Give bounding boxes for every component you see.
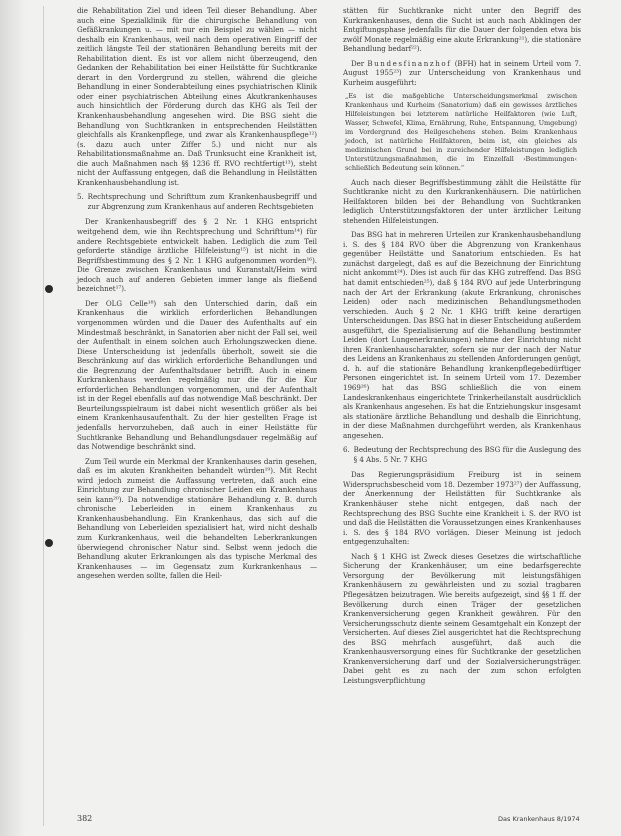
left-column	[77, 6, 317, 586]
fold-line	[43, 6, 44, 826]
paragraph: Der OLG Celle¹⁸) sah den Unterschied darin, daß ein Krankenhaus die wirklich erforderlichen Behandlungen vorgenommen würden und die Dauer des Aufenthalts auf ein Mindestmaß beschränkt, in Sanatorien aber nicht der Fall sei, weil der Aufenthalt in einem solchen auch Erholungszwecken diene. Diese Unterscheidung ist jedenfalls überholt, soweit sie die Beschränkung auf das wirklich erforderliche Behandlungen und die Begrenzung der Aufenthaltsdauer betrifft. Auch in einem Kurkrankenhaus werden regelmäßig nur die für die Kur erforderlichen Behandlungen vorgenommen, und der Aufenthalt ist in der Regel ebenfalls auf das notwendige Maß beschränkt. Der Beurteilungsspielraum ist dabei nicht wesentlich größer als bei einem Krankenhausaufenthalt. Zu der hier gestellten Frage ist jedenfalls hervorzuheben, daß auch in einer Heilstätte für Suchtkranke Behandlung und Behandlungsdauer regelmäßig auf das Notwendige beschränkt sind.	[77, 298, 317, 452]
paragraph-bfh	[343, 59, 581, 88]
paragraph: Das BSG hat in mehreren Urteilen zur Krankenhausbehandlung i. S. des § 184 RVO über die Abgrenzung von Krankenhaus gegenüber Heilstätte und Sanatorium entschieden. Es hat zunächst dargelegt, daß es auf die Bezeichnung der Einrichtung nicht ankommt²⁴). Dies ist auch für das KHG zutreffend. Das BSG hat damit entschieden²⁵), daß § 184 RVO auf jede Unterbringung nach der Art der Erkrankung (akute Erkrankung, chronisches Leiden) oder nach medizinischen Behandlungsmethoden verschieden. Auch § 2 Nr. 1 KHG trifft keine derartigen Unterscheidungen. Das BSG hat in dieser Entscheidung außerdem ausgeführt, die Spezialisierung auf die Behandlung bestimmter Leiden (dort Lungenerkrankungen) nehme der Einrichtung nicht ihren Krankenhauscharakter, sofern sie nur der nach der Natur des Leidens an Krankenhaus zu stellenden Anforderungen genügt, d. h. auf die stationäre Behandlung krankenpflegebedürftiger Personen eingerichtet ist. In seinem Urteil vom 17. Dezember 1969²⁶) hat das BSG schließlich die von einem Landeskrankenhaus eingerichtete Trinkerheilanstalt ausdrücklich als Krankenhaus angesehen. Es hat die Entziehungskur insgesamt als stationäre ärztliche Behandlung und deshalb die Einrichtung, in der diese Maßnahmen durchgeführt werden, als Krankenhaus angesehen.	[343, 230, 581, 440]
paragraph: Das Regierungspräsidium Freiburg ist in seinem Widerspruchsbescheid vom 18. Dezember 1973²⁷) der Auffassung, der Anerkennung der Heilstätten für Suchtkranke als Krankenhäuser stehe nicht entgegen, daß nach der Rechtsprechung des BSG Suchte eine Krankheit i. S. der RVO ist und daß die Heilstätten die Voraussetzungen eines Krankenhauses i. S. des § 184 RVO vorlägen. Dieser Meinung ist jedoch entgegenzuhalten:	[343, 470, 581, 547]
paragraph: Nach § 1 KHG ist Zweck dieses Gesetzes die wirtschaftliche Sicherung der Krankenhäuser, um eine bedarfsgerechte Versorgung der Bevölkerung mit leistungsfähigen Krankenhäusern zu gewährleisten und zu sozial tragbaren Pflegesätzen beizutragen. Wie bereits aufgezeigt, sind §§ 1 ff. der Bevölkerung durch einen Träger der gesetzlichen Krankenversicherung gegen Krankheit gewähren. Für den Versicherungsschutz diente seinem Gesamtgehalt ein Konzept der Versicherten. Auf dieses Ziel ausgerichtet hat die Rechtsprechung des BSG mehrfach ausgeführt, daß auch die Krankenhausversorgung eines für Suchtkranke der gesetzlichen Krankenversicherung darf und der Sozialversicherungsträger. Dabei geht es zu nach der zum schon erfolgten Leistungsverpflichtung	[343, 551, 581, 685]
binding-gutter	[0, 0, 26, 836]
section-heading-5	[77, 192, 317, 211]
block-quote: „Es ist die maßgebliche Unterscheidungsmerkmal zwischen Krankenhaus und Kurheim (Sanatorium) daß ein gewisses ärztliches Hilfeleistungen bei letzterem natürliche Heilfaktoren (wie Luft, Wasser, Schwefel, Klima, Ernährung, Ruhe, Entspannung, Umgebung) im Vordergrund des Heilgeschehens stehen. Beim Krankenhaus jedoch, ist natürliche Heilfaktoren, beim ist, ein gleiches als medizinischen Grund bei in zureichender Hilfeleistungen lediglich Unterstützungsmaßnahmen, die im Einzelfall ›Bestimmungen‹ schließlich Bedeutung sein können.“	[345, 92, 577, 172]
heading-number: 6.	[343, 445, 350, 455]
heading-number: 5.	[77, 192, 84, 202]
bfh-rest: (BFH) hat in seinem Urteil vom 7. August 1955²³) zur Unterscheidung von Krankenhaus und Kurheim ausgeführt:	[343, 58, 581, 87]
paragraph: die Rehabilitation Ziel und ideen Teil dieser Behandlung. Aber auch eine Spezialklinik für die chirurgische Behandlung von Gefäßkrankungen u. — mit nur ein Beispiel zu wählen — nicht deshalb ein Krankenhaus, weil nach dem operativen Eingriff der zeitlich längste Teil der stationären Behandlung bereits mit der Rehabilitation dient. Es ist vor allem nicht überzeugend, den Gedanken der Rehabilitation bei einer Heilstätte für Suchtkranke derart in den Vordergrund zu stellen, während die gleiche Behandlung in einer Sonderabteilung eines psychiatrischen Klinik oder einer psychiatrischen Abteilung eines Akutkrankenhauses auch hinsichtlich der Förderung durch das KHG als Teil der Krankenhausbehandlung angesehen wird. Die BSG sieht die Behandlung von Suchtkranken in entsprechenden Heilstätten gleichfalls als Krankenpflege, und zwar als Krankenhauspflege¹²) (s. dazu auch unter Ziffer 5.) und nicht nur als Rehabilitationsmaßnahme an. Daß Trunksucht eine Krankheit ist, die auch Maßnahmen nach §§ 1236 ff. RVO rechtfertigt¹³), steht nicht der Auffassung entgegen, daß die Behandlung in Heilstätten Krankenhausbehandlung ist.	[77, 6, 317, 187]
page-number: 382	[77, 814, 93, 823]
heading-text: Rechtsprechung und Schrifttum zum Krankenhausbegriff und zur Abgrenzung zum Krankenhaus auf anderen Rechtsgebieten	[87, 192, 317, 211]
paragraph: Zum Teil wurde ein Merkmal der Krankenhauses darin gesehen, daß es im akuten Krankheiten behandelt würden¹⁹). Mit Recht wird jedoch zumeist die Auffassung vertreten, daß auch eine Einrichtung zur Behandlung chronischer Leiden ein Krankenhaus sein kann²⁰). Da notwendige stationäre Behandlung z. B. durch chronische Leberleiden in einem Krankenhaus zu Krankenhausbehandlung. Ein Krankenhaus, das sich auf die Behandlung von Leberleiden spezialisiert hat, wird nicht deshalb zum Kurkrankenhaus, weil die behandelten Leberkrankungen überwiegend chronischer Natur sind. Selbst wenn jedoch die Behandlung akuter Erkrankungen als das typische Merkmal des Krankenhauses — im Gegensatz zum Kurkrankenhaus — angesehen werden sollte, fallen die Heil-	[77, 456, 317, 581]
right-column	[343, 6, 581, 690]
bfh-prefix: Der	[351, 58, 365, 68]
punch-hole-top	[45, 285, 53, 293]
section-heading-6	[343, 445, 581, 464]
bfh-name: Bundesfinanzhof	[367, 58, 452, 68]
paragraph: Der Krankenhausbegriff des § 2 Nr. 1 KHG entspricht weitgehend dem, wie ihn Rechtsprechung und Schrifttum¹⁴) für andere Rechtsgebiete entwickelt haben. Lediglich die zum Teil geforderte ständige ärztliche Hilfeleistung¹⁵) ist nicht in die Begriffsbestimmung des § 2 Nr. 1 KHG aufgenommen worden¹⁶). Die Grenze zwischen Krankenhaus und Kuranstalt/Heim wird jedoch auch auf anderen Gebieten immer lange als fließend bezeichnet¹⁷).	[77, 217, 317, 294]
heading-text: Bedeutung der Rechtsprechung des BSG für die Auslegung des § 4 Abs. 5 Nr. 7 KHG	[353, 445, 581, 464]
paragraph: Auch nach dieser Begriffsbestimmung zählt die Heilstätte für Suchtkranke nicht zu den Kurkrankenhäusern. Die natürlichen Heilfaktoren bilden bei der Behandlung von Suchtkranken lediglich Unterstützungsfaktoren der unter ärztlicher Leitung stehenden Hilfeleistungen.	[343, 177, 581, 225]
paragraph: stätten für Suchtkranke nicht unter den Begriff des Kurkrankenhauses, denn die Sucht ist auch nach Abklingen der Entgiftungsphase jedenfalls für die Dauer der folgenden etwa bis zwölf Monate regelmäßig eine akute Erkrankung²¹), die stationäre Behandlung bedarf²²).	[343, 6, 581, 54]
journal-name: Das Krankenhaus 8/1974	[498, 815, 580, 823]
punch-hole-bottom	[45, 539, 53, 547]
